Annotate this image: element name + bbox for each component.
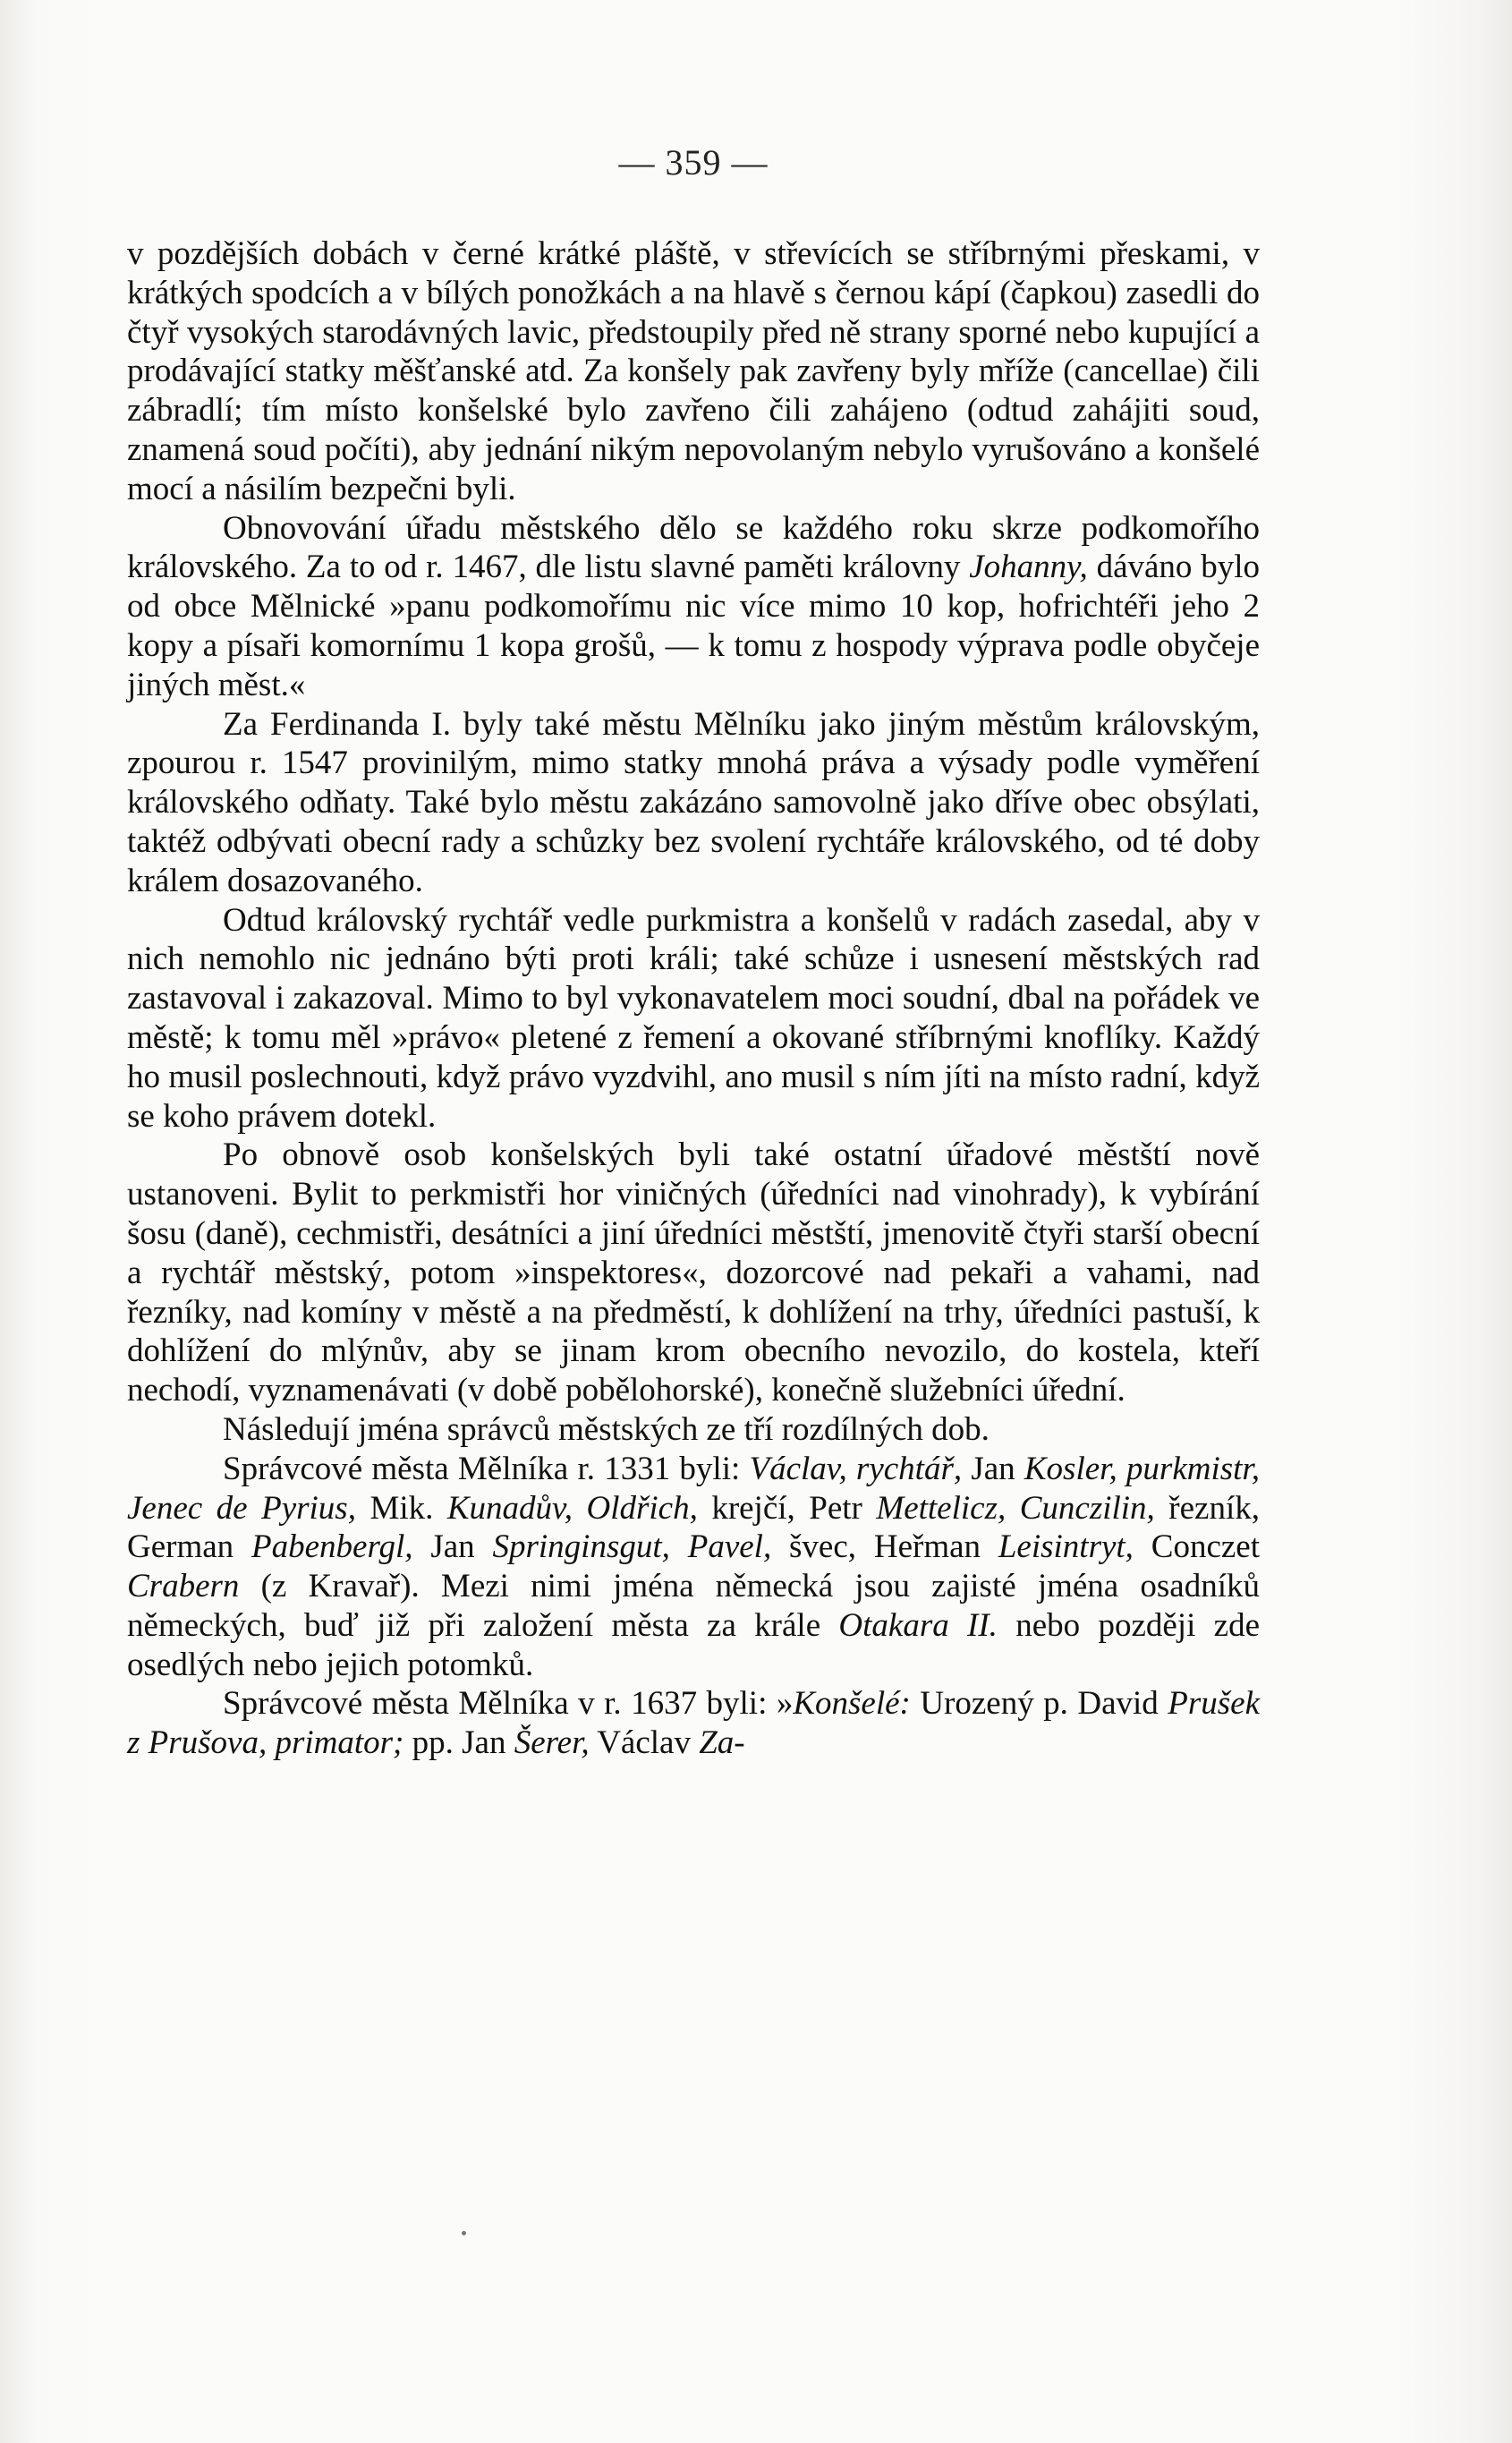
text-span: Správcové města Mělníka v r. 1637 byli: » [223, 1685, 794, 1723]
paragraph-7 [127, 1450, 1260, 1685]
page-number: — 359 — [618, 142, 769, 183]
paragraph-3 [127, 705, 1260, 901]
text-span: Obnovování úřadu městského dělo se každého roku skrze podkomořího královského. Za to od r. 1467, dle listu slavné paměti královny [127, 509, 1260, 586]
text-span: Za Ferdinanda I. byly také městu Mělníku jako jiným městům královským, zpourou r. 1547 provinilým, mimo statky mnohá práva a výsady podle vyměření královského odňaty. Také bylo městu zakázáno samovolně jako dříve obec obsýlati, taktéž odbývati obecní rady a schůzky bez svolení rychtáře královského, od té doby králem dosazovaného. [127, 705, 1260, 899]
italic-span: Kosler, purkmistr, Jenec de Pyrius, [127, 1450, 1260, 1527]
italic-span: Mettelicz, Cunczilin, [876, 1489, 1155, 1527]
italic-span: Kunadův, Oldřich, [446, 1489, 698, 1527]
text-span: švec, Heřman [771, 1528, 998, 1566]
italic-span: Crabern [127, 1568, 240, 1605]
italic-span: Za- [699, 1724, 745, 1762]
text-span: nebo později zde osedlých nebo jejich potomků. [127, 1606, 1260, 1683]
text-span: Jan [962, 1450, 1024, 1487]
paragraph-5 [127, 1136, 1260, 1410]
paragraph-4 [127, 901, 1260, 1136]
text-span: v pozdějších dobách v černé krátké pláště, v střevících se stříbrnými přeskami, v krátkých spodcích a v bílých ponožkách a na hlavě s černou kápí (čapkou) zasedli do čtyř vysokých starodávných lavic, předstoupily před ně strany sporné nebo kupující a prodávající statky měšťanské atd. Za konšely pak zavřeny byly mříže (cancellae) čili zábradlí; tím místo konšelské bylo zavřeno čili zahájeno (odtud zahájiti soud, znamená soud počíti), aby jednání nikým nepovolaným nebylo vyrušováno a konšelé mocí a násilím bezpečni byli. [127, 235, 1260, 507]
italic-span: Leisintryt, [998, 1528, 1134, 1566]
italic-span: Springinsgut, Pavel, [492, 1528, 772, 1566]
italic-span: Johanny, [969, 549, 1088, 586]
text-span: Conczet [1133, 1528, 1260, 1566]
text-span: dáváno bylo od obce Mělnické »panu podkomořímu nic více mimo 10 kop, hofrichtéři jeho 2 kopy a písaři komornímu 1 kopa grošů, — k tomu z hospody výprava podle obyčeje jiných měst.« [127, 549, 1260, 703]
text-span: krejčí, Petr [697, 1489, 877, 1527]
text-span: Urozený p. David [910, 1685, 1168, 1723]
text-span: Následují jména správců městských ze tří rozdílných dob. [223, 1410, 990, 1448]
italic-span: Václav, rychtář, [749, 1450, 963, 1487]
paragraph-8 [127, 1684, 1260, 1763]
text-span: Jan [412, 1528, 493, 1566]
italic-span: Pabenbergl, [251, 1528, 413, 1566]
text-span: Mik. [355, 1489, 447, 1527]
paragraph-6 [127, 1410, 1260, 1450]
italic-span: Šerer, [514, 1724, 590, 1762]
text-span: Správcové města Mělníka r. 1331 byli: [223, 1450, 750, 1487]
text-span: řezník, German [127, 1489, 1260, 1566]
italic-span: Prušek z Prušova, primator; [127, 1685, 1260, 1762]
paragraph-1 [127, 234, 1260, 509]
paragraph-2 [127, 509, 1260, 705]
text-span: pp. Jan [403, 1724, 514, 1762]
text-span: (z Kravař). Mezi nimi jména německá jsou zajisté jména osadníků německých, buď již při založení města za krále [127, 1568, 1260, 1644]
ink-speck [462, 2231, 466, 2235]
italic-span: Konšelé: [793, 1685, 911, 1723]
italic-span: Otakara II. [838, 1606, 998, 1644]
text-span: Odtud královský rychtář vedle purkmistra a konšelů v radách zasedal, aby v nich nemohlo nic jednáno býti proti králi; také schůze i usnesení městských rad zastavoval i zakazoval. Mimo to byl vykonavatelem moci soudní, dbal na pořádek ve městě; k tomu měl »právo« pletené z řemení a okované stříbrnými knoflíky. Každý ho musil poslechnouti, když právo vyzdvihl, ano musil s ním jíti na místo radní, když se koho právem dotekl. [127, 901, 1260, 1135]
text-span: Václav [589, 1724, 700, 1762]
body-text [127, 234, 1260, 1763]
text-span: Po obnově osob konšelských byli také ostatní úřadové městští nově ustanoveni. Bylit to perkmistři hor viničných (úředníci nad vinohrady), k vybírání šosu (daně), cechmistři, desátníci a jiní úředníci městští, jmenovitě čtyři starší obecní a rychtář městský, potom »inspektores«, dozorcové nad pekaři a vahami, nad řezníky, nad komíny v městě a na předměstí, k dohlížení na trhy, úředníci pastuší, k dohlížení do mlýnův, aby se jinam krom obecního nevozilo, do kostela, kteří nechodí, vyznamenávati (v době pobělohorské), konečně služebníci úřední. [127, 1136, 1260, 1409]
